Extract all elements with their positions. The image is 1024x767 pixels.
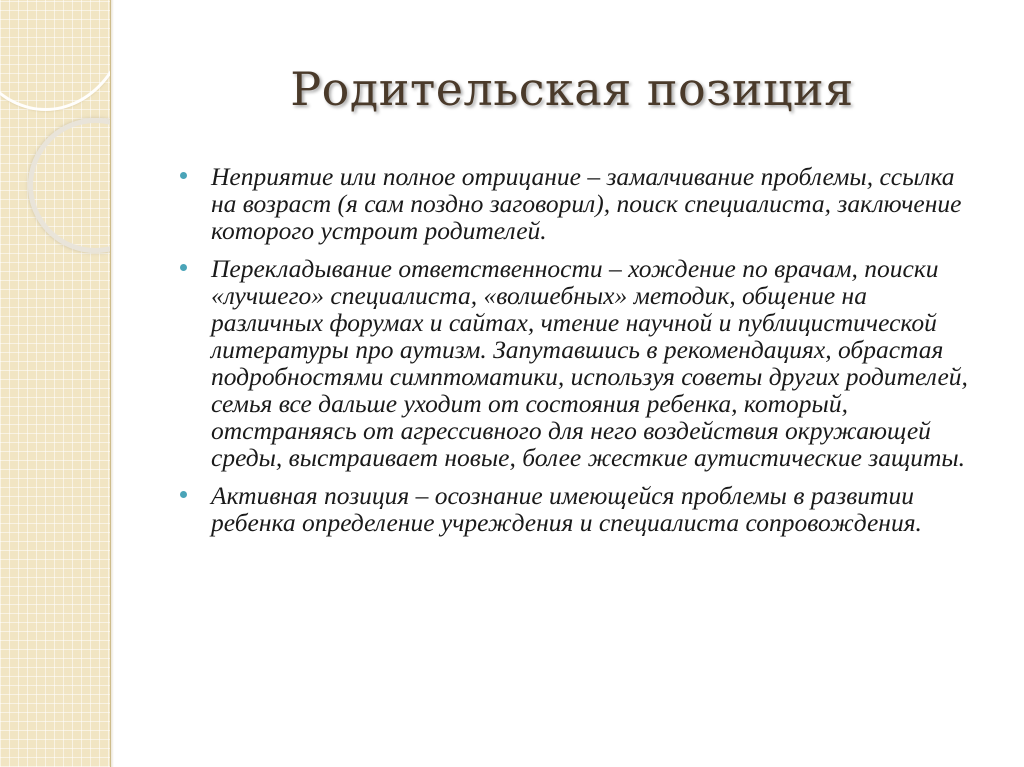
decorative-ring xyxy=(28,118,111,253)
bullet-dot-icon xyxy=(180,264,187,271)
bullet-item xyxy=(180,163,980,244)
bullet-item xyxy=(180,255,980,471)
decorative-side-band xyxy=(0,0,111,767)
bullet-item xyxy=(180,482,980,536)
bullet-text: Неприятие или полное отрицание – замалчивание проблемы, ссылка на возраст (я сам поздно заговорил), поиск специалиста, заключение которого устроит родителей. xyxy=(211,162,962,245)
bullet-dot-icon xyxy=(180,491,187,498)
bullet-dot-icon xyxy=(180,172,187,179)
bullet-text: Активная позиция – осознание имеющейся проблемы в развитии ребенка определение учреждения и специалиста сопровождения. xyxy=(211,481,922,537)
band-shadow-edge xyxy=(110,0,114,767)
bullet-list xyxy=(180,163,980,547)
bullet-text: Перекладывание ответственности – хождение по врачам, поиски «лучшего» специалиста, «волшебных» методик, общение на различных форумах и сайтах, чтение научной и публицистической литературы про аутизм. Запутавшись в рекомендациях, обрастая подробностями симптоматики, используя советы других родителей, семья все дальше уходит от состояния ребенка, который, отстраняясь от агрессивного для него воздействия окружающей среды, выстраивает новые, более жесткие аутистические защиты. xyxy=(211,254,968,472)
decorative-ring xyxy=(0,0,111,111)
slide-title: Родительская позиция xyxy=(290,62,854,116)
